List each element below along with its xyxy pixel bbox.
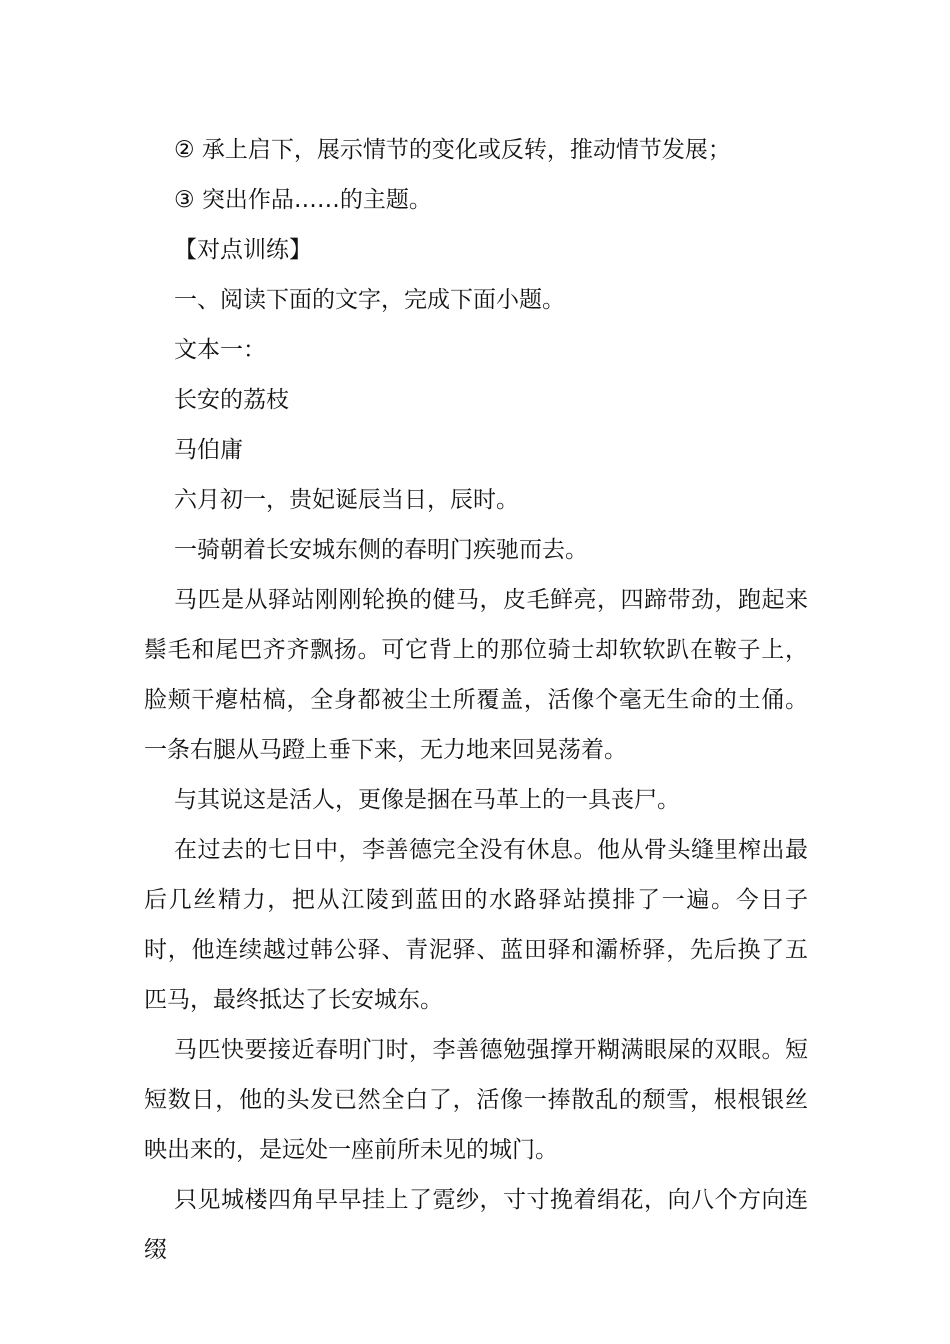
text-line-function-2: ② 承上启下，展示情节的变化或反转，推动情节发展； [174,137,731,163]
paragraph-seven-days: 在过去的七日中，李善德完全没有休息。他从骨头缝里榨出最后几丝精力，把从江陵到蓝田的水路驿站摸排了一遍。今日子时，他连续越过韩公驿、青泥驿、蓝田驿和灞桥驿，先后换了五匹马，最终抵达了长安城东。 [144,837,808,1013]
paragraph-city-tower: 只见城楼四角早早挂上了霓纱，寸寸挽着绢花，向八个方向连缀 [144,1187,808,1263]
text-label: 文本一： [174,337,266,363]
question-instruction: 一、阅读下面的文字，完成下面小题。 [174,287,565,313]
paragraph-horse: 马匹是从驿站刚刚轮换的健马，皮毛鲜亮，四蹄带劲，跑起来鬃毛和尾巴齐齐飘扬。可它背上的那位骑士却软软趴在鞍子上，脸颊干瘪枯槁，全身都被尘土所覆盖，活像个毫无生命的土俑。一条右腿从马蹬上垂下来，无力地来回晃荡着。 [144,587,808,763]
paragraph-gate-approach: 马匹快要接近春明门时，李善德勉强撑开糊满眼屎的双眼。短短数日，他的头发已然全白了，活像一捧散乱的颓雪，根根银丝映出来的，是远处一座前所未见的城门。 [144,1037,808,1163]
section-heading-training: 【对点训练】 [174,237,312,263]
document-page [144,125,808,1275]
article-title: 长安的荔枝 [174,387,289,413]
paragraph-rider: 一骑朝着长安城东侧的春明门疾驰而去。 [174,537,588,563]
paragraph-corpse: 与其说这是活人，更像是捆在马革上的一具丧尸。 [174,787,680,813]
article-author: 马伯庸 [174,437,243,463]
text-line-function-3: ③ 突出作品……的主题。 [174,187,432,213]
paragraph-date: 六月初一，贵妃诞辰当日，辰时。 [174,487,519,513]
